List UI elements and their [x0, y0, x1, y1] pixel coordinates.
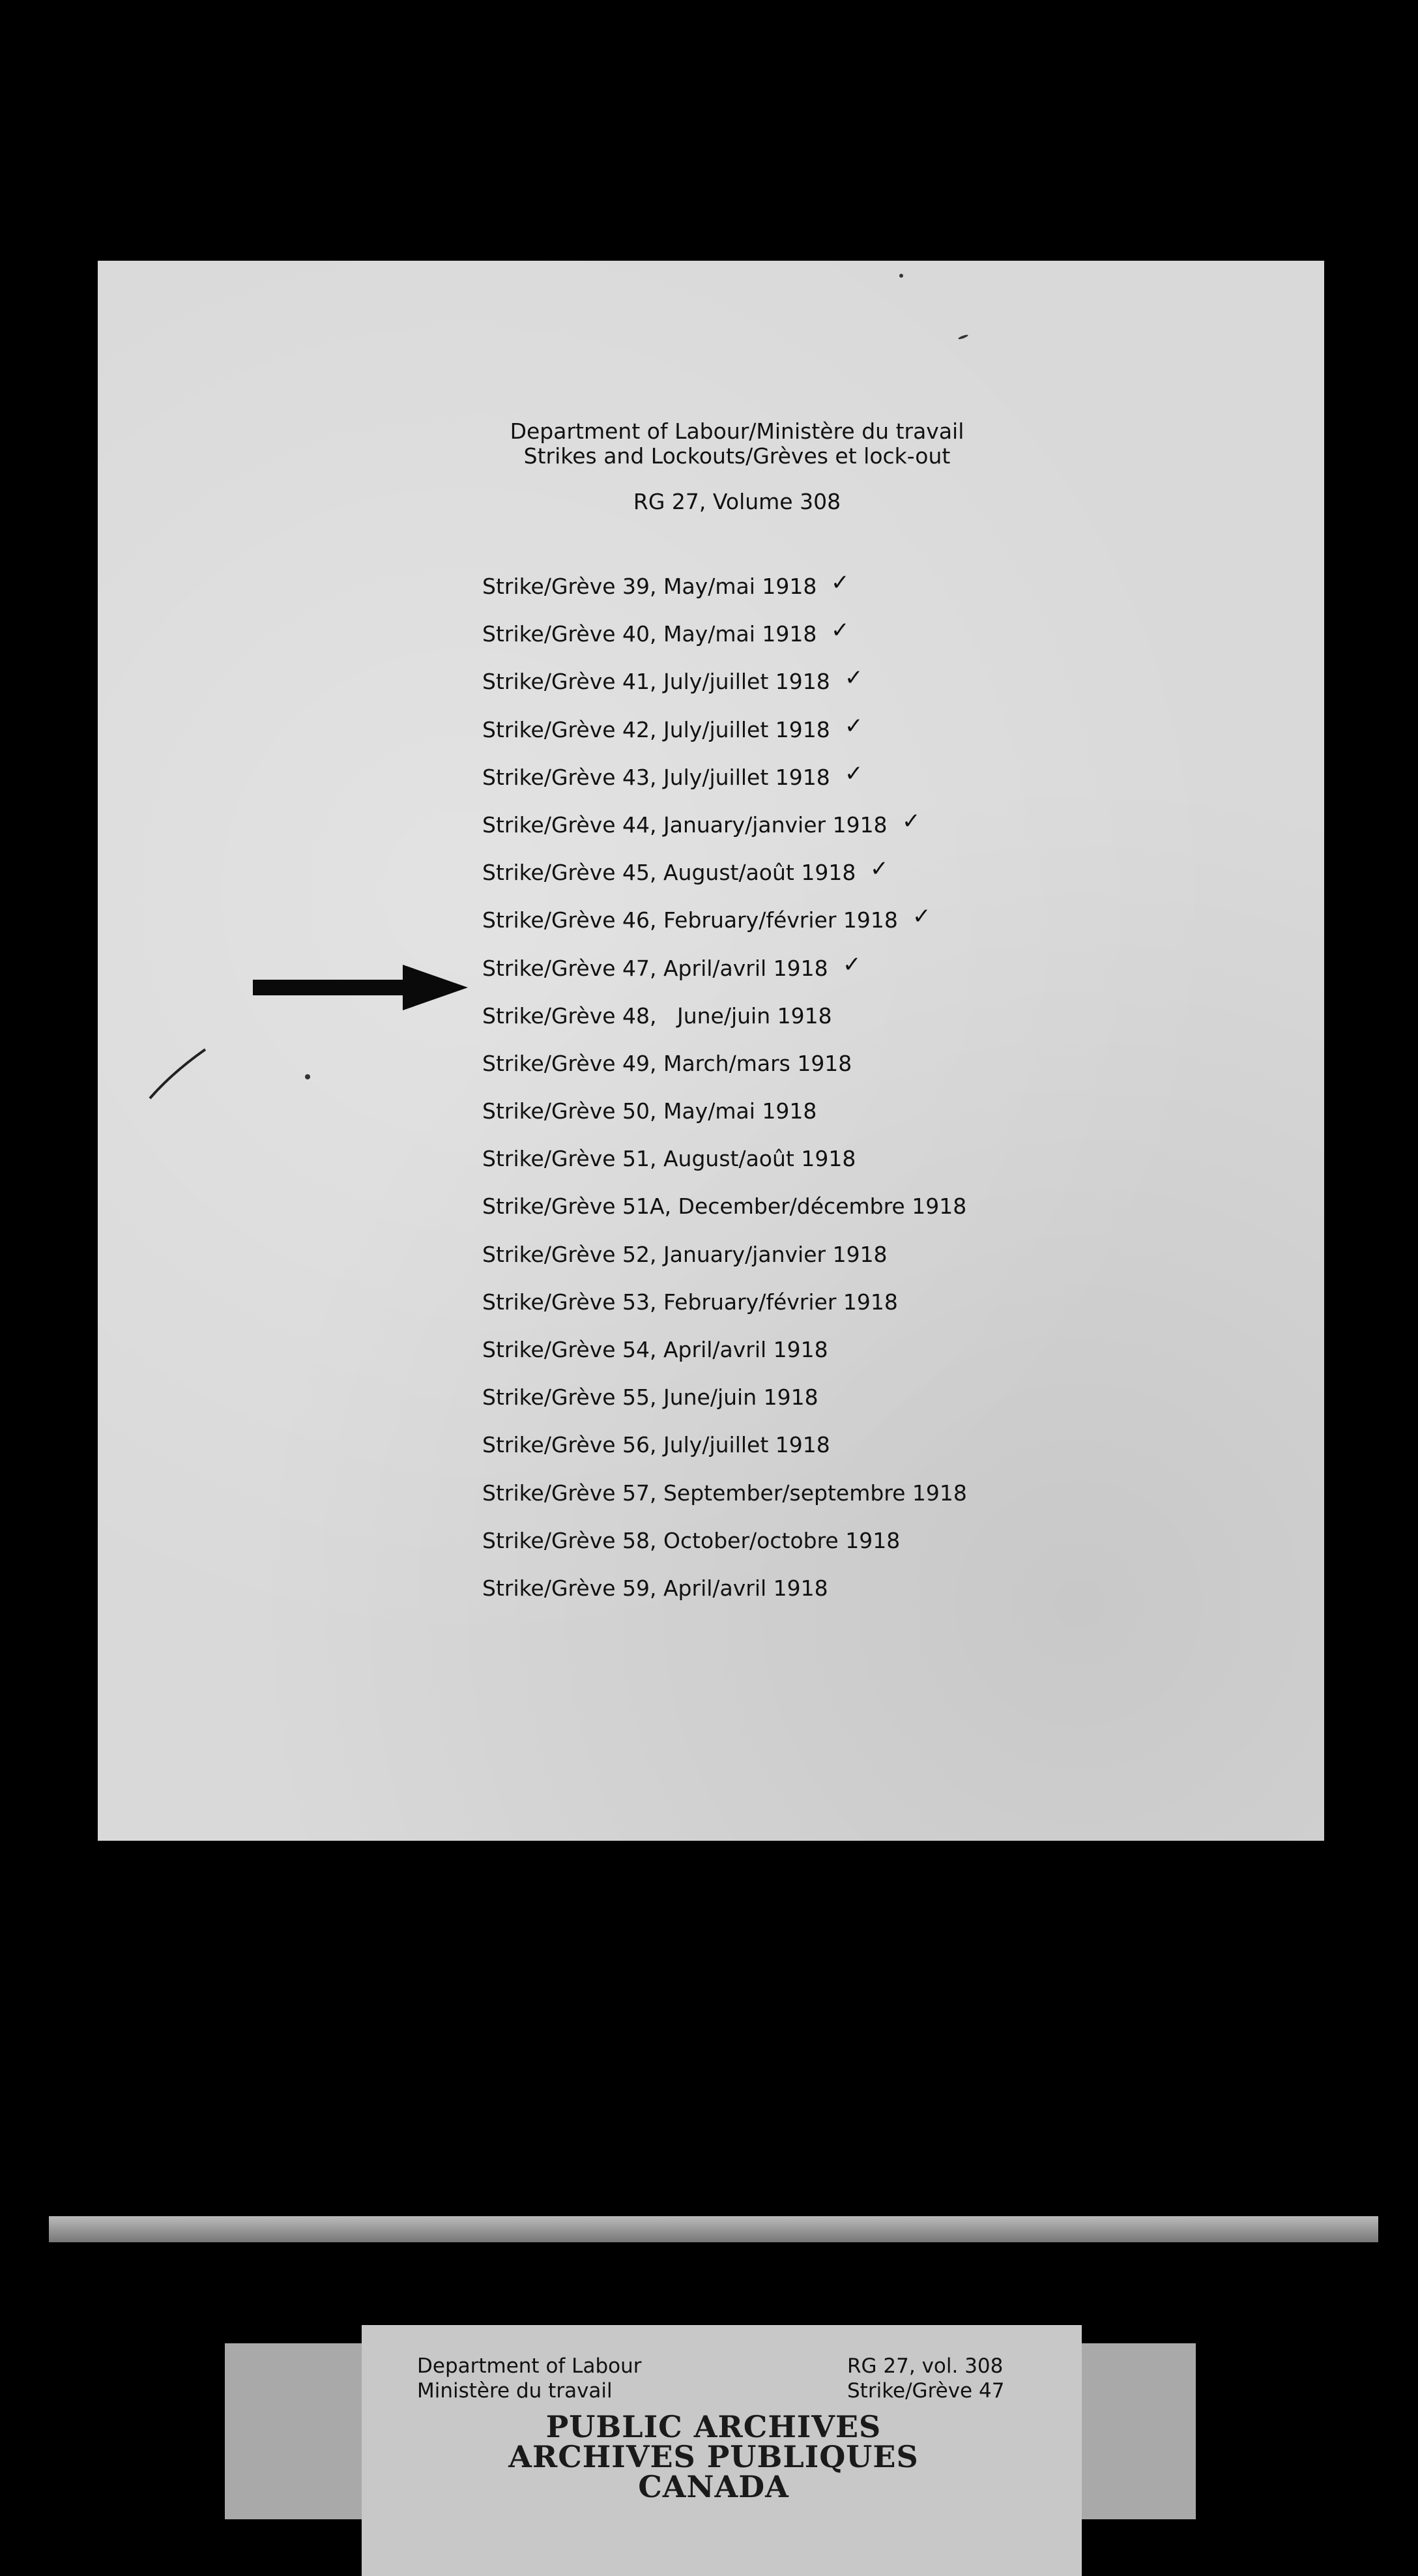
entry-text: Strike/Grève 58, October/octobre 1918 [482, 1527, 901, 1553]
entry-text: Strike/Grève 50, May/mai 1918 [482, 1098, 817, 1124]
checkmark-icon: ✓ [845, 665, 863, 692]
stamp-line-2: ARCHIVES PUBLIQUES [508, 2439, 919, 2474]
card-ref-strike: Strike/Grève 47 [847, 2379, 1005, 2403]
stamp-line-1: PUBLIC ARCHIVES [545, 2409, 882, 2444]
list-item [482, 951, 1199, 1003]
header-subject: Strikes and Lockouts/Grèves et lock-out [523, 443, 951, 469]
list-item [482, 903, 1199, 955]
list-item [482, 1432, 1199, 1480]
checkmark-icon: ✓ [845, 712, 863, 739]
entry-text: Strike/Grève 39, May/mai 1918 [482, 574, 817, 599]
entry-text: Strike/Grève 49, March/mars 1918 [482, 1050, 852, 1076]
checkmark-icon: ✓ [870, 856, 889, 883]
card-dept-en: Department of Labour [417, 2354, 642, 2378]
list-item [482, 1337, 1199, 1384]
entry-text: Strike/Grève 59, April/avril 1918 [482, 1575, 828, 1601]
entry-text: Strike/Grève 56, July/juillet 1918 [482, 1432, 830, 1458]
entry-text: Strike/Grève 51, August/août 1918 [482, 1146, 856, 1172]
card-ref-volume: RG 27, vol. 308 [847, 2354, 1004, 2378]
dust-speck [899, 274, 903, 278]
list-item [482, 712, 1199, 765]
entry-text: Strike/Grève 53, February/février 1918 [482, 1289, 898, 1315]
checkmark-icon: ✓ [831, 570, 850, 596]
entry-text: Strike/Grève 51A, December/décembre 1918 [482, 1193, 967, 1220]
entry-text: Strike/Grève 42, July/juillet 1918 [482, 716, 830, 742]
list-item [482, 1528, 1199, 1575]
list-item [482, 1242, 1199, 1289]
dust-speck [305, 1074, 310, 1079]
checkmark-icon: ✓ [845, 760, 863, 787]
entry-text: Strike/Grève 41, July/juillet 1918 [482, 669, 830, 695]
archives-stamp [339, 2409, 1088, 2504]
list-item [482, 856, 1199, 907]
card-dept-fr: Ministère du travail [417, 2379, 613, 2403]
entry-text: Strike/Grève 40, May/mai 1918 [482, 621, 817, 647]
entry-text: Strike/Grève 52, January/janvier 1918 [482, 1241, 888, 1267]
list-item [482, 1480, 1199, 1528]
header-volume: RG 27, Volume 308 [633, 489, 841, 514]
list-item [482, 760, 1199, 812]
checkmark-icon: ✓ [843, 951, 861, 978]
list-item [482, 1289, 1199, 1337]
entry-text: Strike/Grève 55, June/juin 1918 [482, 1384, 818, 1411]
list-item [482, 617, 1199, 669]
entry-list [482, 570, 1199, 1623]
document-page [98, 261, 1324, 1841]
entry-text: Strike/Grève 43, July/juillet 1918 [482, 764, 830, 790]
entry-text: Strike/Grève 45, August/août 1918 [482, 860, 856, 886]
list-item [482, 1051, 1199, 1098]
entry-text: Strike/Grève 47, April/avril 1918 [482, 955, 828, 981]
entry-text: Strike/Grève 54, April/avril 1918 [482, 1337, 828, 1362]
list-item [482, 1146, 1199, 1193]
list-item [482, 1098, 1199, 1146]
dust-speck [958, 334, 968, 340]
header-department: Department of Labour/Ministère du travail [510, 418, 964, 444]
list-item [482, 1003, 1199, 1051]
list-item [482, 665, 1199, 716]
entry-text: Strike/Grève 48, June/juin 1918 [482, 1003, 832, 1029]
list-item [482, 570, 1199, 621]
binder-bar [49, 2216, 1378, 2242]
checkmark-icon: ✓ [831, 617, 850, 644]
arrow-pointer-icon [253, 961, 474, 1014]
pen-stroke-mark [147, 1043, 212, 1102]
checkmark-icon: ✓ [902, 808, 921, 834]
checkmark-icon: ✓ [912, 903, 931, 930]
entry-text: Strike/Grève 46, February/février 1918 [482, 907, 898, 933]
list-item [482, 808, 1199, 860]
entry-text: Strike/Grève 57, September/septembre 1918 [482, 1480, 967, 1506]
entry-text: Strike/Grève 44, January/janvier 1918 [482, 812, 888, 838]
list-item [482, 1193, 1199, 1241]
stamp-line-3: CANADA [638, 2469, 789, 2504]
list-item [482, 1575, 1199, 1623]
list-item [482, 1384, 1199, 1432]
